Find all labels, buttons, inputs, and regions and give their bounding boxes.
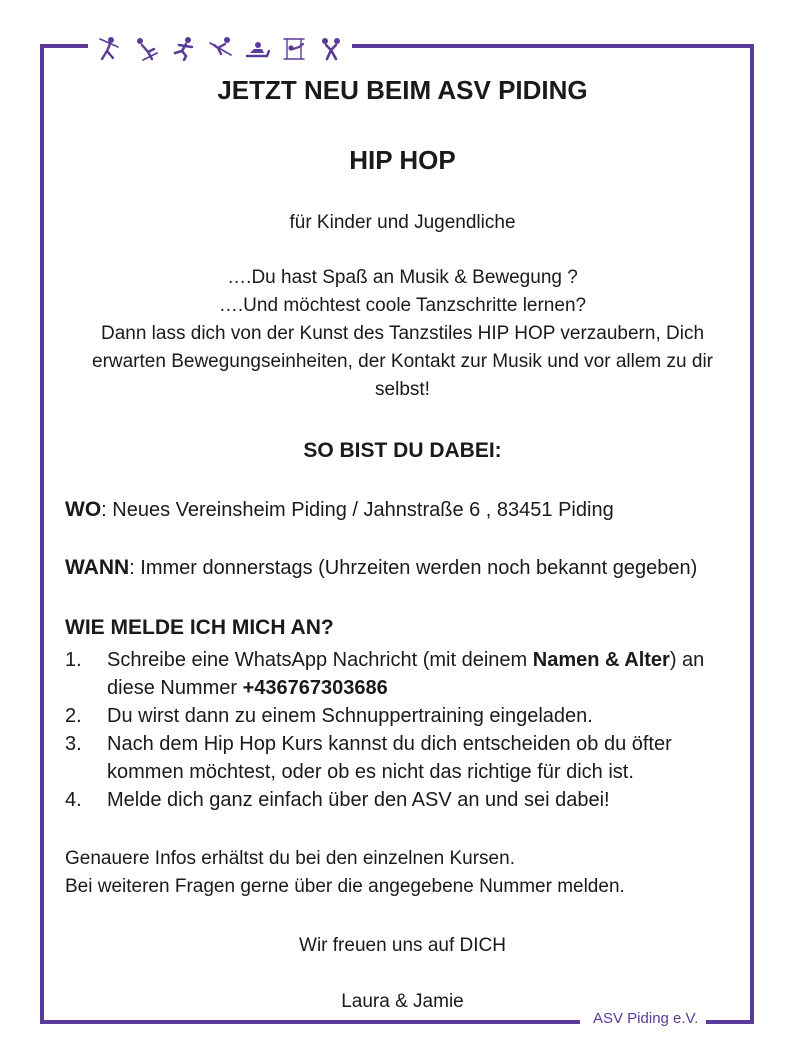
info-block bbox=[65, 845, 740, 901]
ski-jump-icon bbox=[133, 35, 159, 61]
runner-icon bbox=[170, 35, 196, 61]
audience-text: für Kinder und Jugendliche bbox=[289, 212, 516, 233]
signature: Laura & Jamie bbox=[341, 991, 464, 1012]
frame-left bbox=[40, 44, 44, 1024]
athletics-icon bbox=[96, 35, 122, 61]
bobsled-icon bbox=[244, 35, 270, 61]
list-item bbox=[65, 730, 740, 786]
step-number: 4. bbox=[65, 789, 82, 811]
location-label: WO bbox=[65, 498, 102, 521]
step-text: Du wirst dann zu einem Schnuppertraining eingeladen. bbox=[107, 705, 593, 727]
list-item bbox=[65, 786, 740, 814]
step-1-bold: Namen & Alter bbox=[532, 649, 670, 671]
frame-bottom-right bbox=[706, 1020, 754, 1024]
phone-number: +436767303686 bbox=[242, 677, 388, 699]
step-text bbox=[107, 646, 740, 702]
frame-bottom bbox=[40, 1020, 580, 1024]
intro-line-1: ….Du hast Spaß an Musik & Bewegung ? bbox=[227, 267, 578, 288]
step-text: Melde dich ganz einfach über den ASV an und sei dabei! bbox=[107, 789, 610, 811]
step-1-pre: Schreibe eine WhatsApp Nachricht (mit deinem bbox=[107, 649, 533, 671]
registration-steps bbox=[65, 646, 740, 814]
dabei-heading: SO BIST DU DABEI: bbox=[303, 439, 502, 462]
step-1-mid: ) an diese Nummer bbox=[107, 649, 705, 699]
flyer-content bbox=[65, 72, 740, 1016]
time-label: WANN bbox=[65, 556, 130, 579]
location-text: : Neues Vereinsheim Piding / Jahnstraße 6 , 83451 Piding bbox=[101, 499, 614, 521]
sport-icons bbox=[96, 33, 344, 63]
wrestling-icon bbox=[318, 35, 344, 61]
info-line-1: Genauere Infos erhältst du bei den einzelnen Kursen. bbox=[65, 848, 515, 869]
step-number: 2. bbox=[65, 705, 82, 727]
step-number: 1. bbox=[65, 649, 82, 671]
step-number: 3. bbox=[65, 733, 82, 755]
registration-heading: WIE MELDE ICH MICH AN? bbox=[65, 616, 334, 639]
time-line bbox=[65, 554, 740, 582]
step-text: Nach dem Hip Hop Kurs kannst du dich entscheiden ob du öfter kommen möchtest, oder ob es nicht das richtige für dich ist. bbox=[107, 733, 672, 783]
skier-icon bbox=[207, 35, 233, 61]
list-item bbox=[65, 702, 740, 730]
closing-text: Wir freuen uns auf DICH bbox=[299, 935, 506, 956]
intro-line-2: ….Und möchtest coole Tanzschritte lernen? bbox=[218, 295, 587, 316]
frame-top-left bbox=[40, 44, 88, 48]
flyer-title: HIP HOP bbox=[349, 145, 456, 175]
frame-right bbox=[750, 44, 754, 1024]
flyer-heading: JETZT NEU BEIM ASV PIDING bbox=[217, 75, 588, 105]
time-text: : Immer donnerstags (Uhrzeiten werden noch bekannt gegeben) bbox=[129, 557, 698, 579]
location-line bbox=[65, 496, 740, 524]
intro-block bbox=[65, 264, 740, 404]
frame-top-right bbox=[352, 44, 754, 48]
list-item bbox=[65, 646, 740, 702]
footer-club-name: ASV Piding e.V. bbox=[593, 1010, 699, 1027]
intro-line-3: Dann lass dich von der Kunst des Tanzstiles HIP HOP verzaubern, Dich erwarten Bewegungseinheiten, der Kontakt zur Musik und vor allem zu dir selbst! bbox=[92, 323, 713, 400]
info-line-2: Bei weiteren Fragen gerne über die angegebene Nummer melden. bbox=[65, 876, 625, 897]
gymnastics-icon bbox=[281, 35, 307, 61]
